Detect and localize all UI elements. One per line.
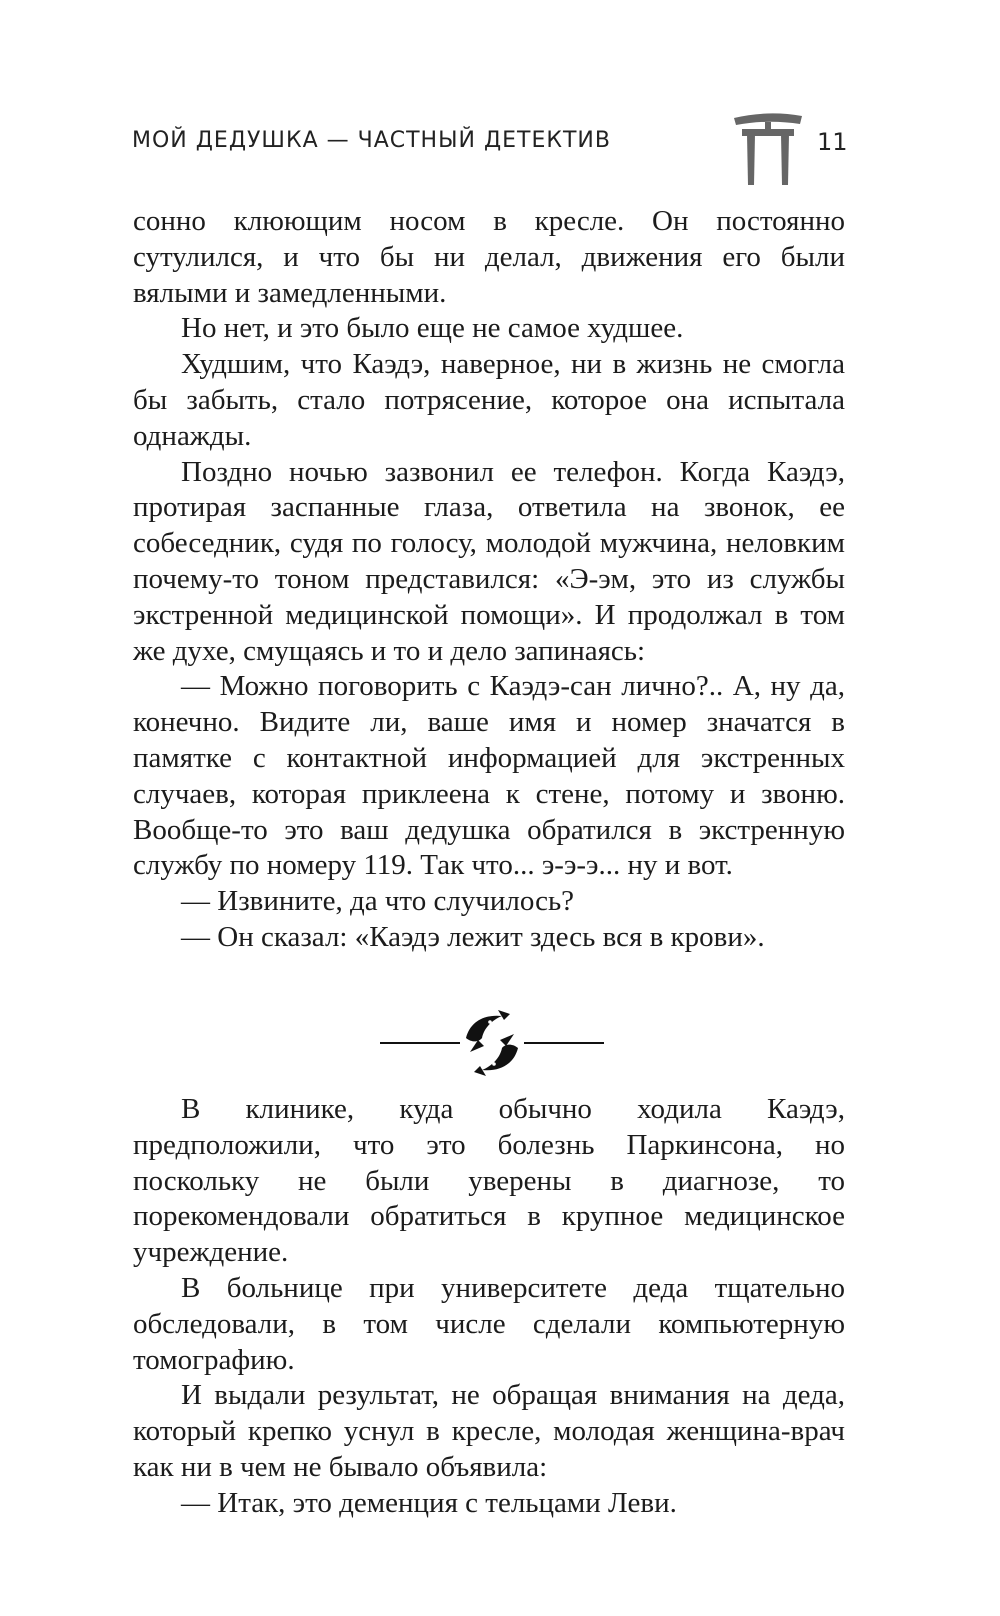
paragraph: Поздно ночью зазвонил ее телефон. Когда Каэдэ, протирая заспанные глаза, ответила на звонок, ее собеседник, судя по голосу, молодой мужчина, неловким почему-то тоном представился: «Э-эм, это из службы экстренной медицинской помощи». И продолжал в том же духе, смущаясь и то и дело запинаясь: — [133, 455, 845, 667]
paragraph: И выдали результат, не обращая внимания на деда, который крепко уснул в кресле, молодая женщина-врач как ни в чем не бывало объявила: — [133, 1379, 845, 1483]
dialogue-line: — Можно поговорить с Каэдэ-сан лично?.. А, ну да, конечно. Видите ли, ваше имя и номер значатся в памятке с контактной информацией для экстренных случаев, которая приклеена к стене, потому и звоню. Вообще-то это ваш дедушка обратился в экстренную службу по номеру 119. Так что... э-э-э... ну и вот. — [133, 670, 845, 882]
text-section-2 — [133, 1092, 845, 1522]
koi-fish-ornament-icon — [380, 1000, 604, 1086]
page-number: 11 — [817, 128, 848, 156]
text-section-1 — [133, 204, 845, 956]
dialogue-line: — Извините, да что случилось? — [181, 885, 575, 918]
running-title: МОЙ ДЕДУШКА — ЧАСТНЫЙ ДЕТЕКТИВ — [132, 128, 611, 153]
paragraph: Но нет, и это было еще не самое худшее. — [181, 312, 684, 345]
torii-gate-icon — [732, 110, 804, 190]
paragraph: Худшим, что Каэдэ, наверное, ни в жизнь не смогла бы забыть, стало потрясение, которое она испытала однажды. — [133, 348, 845, 452]
dialogue-line: — Итак, это деменция с тельцами Леви. — [181, 1486, 677, 1519]
dialogue-line: — Он сказал: «Каэдэ лежит здесь вся в крови». — [181, 920, 765, 953]
paragraph: В клинике, куда обычно ходила Каэдэ, предположили, что это болезнь Паркинсона, но поскольку не были уверены в диагнозе, то порекомендовали обратиться в крупное медицинское учреждение. — [133, 1093, 845, 1269]
paragraph: В больнице при университете деда тщательно обследовали, в том числе сделали компьютерную томографию. — [133, 1271, 845, 1376]
paragraph: сонно клюющим носом в кресле. Он постоянно сутулился, и что бы ни делал, движения его были вялыми и замедленными. — [133, 205, 845, 309]
